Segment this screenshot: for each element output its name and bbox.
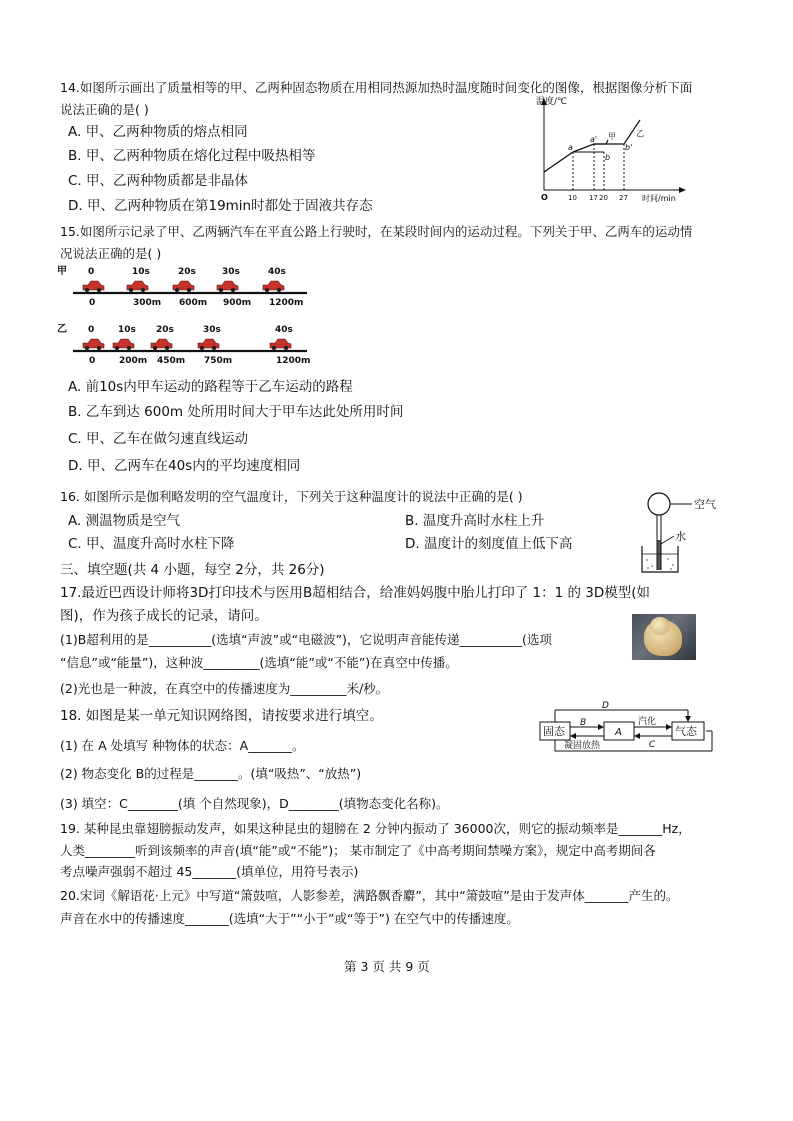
q15-line1: 15.如图所示记录了甲、乙两辆汽车在平直公路上行驶时，在某段时间内的运动过程。下列关于甲、乙两车的运动情 <box>60 224 693 239</box>
fig-air-label: 空气 <box>694 498 716 511</box>
graph-point-a: a <box>568 143 573 152</box>
jia-distance-label: 300m <box>133 298 162 308</box>
graph-tick-10: 10 <box>568 194 577 202</box>
graph-curve-yi <box>594 120 640 144</box>
q19-line2: 人类________听到该频率的声音(填“能”或“不能”)； 某市制定了《中高考期间禁噪方案》，规定中高考期间各 <box>60 843 656 858</box>
temperature-time-graph <box>530 92 690 204</box>
yi-row-label: 乙 <box>57 324 67 335</box>
jia-car <box>83 281 104 292</box>
q16-option-b: B. 温度升高时水柱上升 <box>405 513 545 529</box>
state-change-network <box>536 698 718 754</box>
jia-time-label: 0 <box>88 267 95 277</box>
q18-line3: (2) 物态变化 B的过程是_______。(填“吸热”、“放热”) <box>60 766 362 781</box>
yi-distance-label: 450m <box>157 356 186 366</box>
section3-heading: 三、填空题(共 4 小题，每空 2分，共 26分) <box>60 562 325 578</box>
graph-xlabel: 时间/min <box>642 194 676 203</box>
label-b: B <box>580 718 587 728</box>
jia-distance-label: 0 <box>89 298 96 308</box>
jia-row-label: 甲 <box>57 266 67 277</box>
q20-line1: 20.宋词《解语花·上元》中写道“箫鼓喧，人影参差，满路飘香麝”，其中“箫鼓喧”是由于发声体_______产生的。 <box>60 888 679 903</box>
q19-line3: 考点噪声强弱不超过 45_______(填单位，用符号表示) <box>60 864 359 879</box>
yi-distance-label: 1200m <box>276 356 311 366</box>
label-c: C <box>649 740 656 750</box>
q14-option-a: A. 甲、乙两种物质的熔点相同 <box>68 124 248 140</box>
q14-line2: 说法正确的是( ) <box>60 102 149 117</box>
q16-option-a: A. 测温物质是空气 <box>68 513 181 529</box>
jia-time-label: 40s <box>268 267 286 277</box>
air-bulb <box>648 493 670 515</box>
graph-tick-27: 27 <box>619 194 628 202</box>
car-motion-diagram <box>55 262 315 372</box>
q18-line4: (3) 填空：C________(填 个自然现象)，D________(填物态变化名称)。 <box>60 796 449 811</box>
q15-option-b: B. 乙车到达 600m 处所用时间大于甲车达此处所用时间 <box>68 404 404 420</box>
yi-car <box>83 339 104 350</box>
q16-option-c: C. 甲、温度升高时水柱下降 <box>68 536 235 552</box>
yi-car <box>270 339 291 350</box>
graph-label-jia: 甲 <box>608 132 616 141</box>
q15-option-d: D. 甲、乙两车在40s内的平均速度相同 <box>68 458 301 474</box>
air-thermometer-figure <box>630 488 730 576</box>
yi-time-label: 40s <box>275 325 293 335</box>
label-solid: 固态 <box>543 725 565 738</box>
q14-option-b: B. 甲、乙两种物质在熔化过程中吸热相等 <box>68 148 316 164</box>
q17-line1: 17.最近巴西设计师将3D打印技术与医用B超相结合，给准妈妈腹中胎儿打印了 1：1 的 3D模型(如 <box>60 585 651 601</box>
q14-line1: 14.如图所示画出了质量相等的甲、乙两种固态物质在用相同热源加热时温度随时间变化的图像，根据图像分析下面 <box>60 80 693 95</box>
label-a: A <box>615 727 622 738</box>
graph-ylabel: 温度/℃ <box>536 97 568 107</box>
label-vaporize: 汽化 <box>638 717 657 727</box>
jia-distance-label: 600m <box>179 298 208 308</box>
water-column <box>658 540 661 570</box>
q15-option-c: C. 甲、乙车在做匀速直线运动 <box>68 431 249 447</box>
yi-time-label: 0 <box>88 325 95 335</box>
yi-distance-label: 750m <box>204 356 233 366</box>
yi-car <box>198 339 219 350</box>
q17-line5: (2)光也是一种波，在真空中的传播速度为_________米/秒。 <box>60 681 389 696</box>
graph-point-b-prime: b' <box>625 143 633 152</box>
graph-curve-jia <box>544 140 611 172</box>
yi-distance-label: 0 <box>89 356 96 366</box>
fig-water-label: 水 <box>675 530 686 543</box>
q15-line2: 况说法正确的是( ) <box>60 246 162 261</box>
jia-distance-label: 1200m <box>269 298 304 308</box>
label-d: D <box>602 701 609 711</box>
q18-line1: 18. 如图是某一单元知识网络图，请按要求进行填空。 <box>60 708 383 724</box>
jia-time-label: 20s <box>178 267 196 277</box>
graph-point-a-prime: a' <box>590 135 598 144</box>
jia-car <box>173 281 194 292</box>
jia-time-label: 30s <box>222 267 240 277</box>
q20-line2: 声音在水中的传播速度_______(选填“大于”“小于”或“等于”) 在空气中的传播速度。 <box>60 911 519 926</box>
yi-time-label: 20s <box>156 325 174 335</box>
label-solidify: 凝固放热 <box>564 741 601 751</box>
yi-car <box>151 339 172 350</box>
q15-option-a: A. 前10s内甲车运动的路程等于乙车运动的路程 <box>68 379 353 395</box>
3d-fetus-model-photo <box>632 614 696 660</box>
graph-tick-17: 17 <box>589 194 598 202</box>
graph-origin: O <box>541 193 548 202</box>
label-gas: 气态 <box>675 725 697 738</box>
q19-line1: 19. 某种昆虫靠翅膀振动发声，如果这种昆虫的翅膀在 2 分钟内振动了 36000次，则它的振动频率是_______Hz， <box>60 821 691 836</box>
yi-car <box>113 339 134 350</box>
q17-line4: “信息”或“能量”)，这种波_________(选填“能”或“不能”)在真空中传播。 <box>60 655 458 670</box>
page-footer: 第 3 页 共 9 页 <box>344 959 430 974</box>
q16-option-d: D. 温度计的刻度值上低下高 <box>405 536 573 552</box>
jia-distance-label: 900m <box>223 298 252 308</box>
q17-line3: (1)B超利用的是__________(选填“声波”或“电磁波”)，它说明声音能传递__________(选项 <box>60 632 552 647</box>
jia-time-label: 10s <box>132 267 150 277</box>
q14-option-d: D. 甲、乙两种物质在第19min时都处于固液共存态 <box>68 198 373 214</box>
q14-option-c: C. 甲、乙两种物质都是非晶体 <box>68 173 249 189</box>
jia-car <box>127 281 148 292</box>
jia-car <box>263 281 284 292</box>
yi-time-label: 30s <box>203 325 221 335</box>
q18-line2: (1) 在 A 处填写 种物体的状态：A_______。 <box>60 738 305 753</box>
yi-time-label: 10s <box>118 325 136 335</box>
graph-tick-20: 20 <box>599 194 608 202</box>
graph-label-yi: 乙 <box>636 129 644 138</box>
q16-line1: 16. 如图所示是伽利略发明的空气温度计，下列关于这种温度计的说法中正确的是( ) <box>60 489 523 504</box>
graph-point-b: b <box>605 153 611 162</box>
yi-distance-label: 200m <box>119 356 148 366</box>
q17-line2: 图)，作为孩子成长的记录，请问。 <box>60 608 268 624</box>
jia-car <box>217 281 238 292</box>
